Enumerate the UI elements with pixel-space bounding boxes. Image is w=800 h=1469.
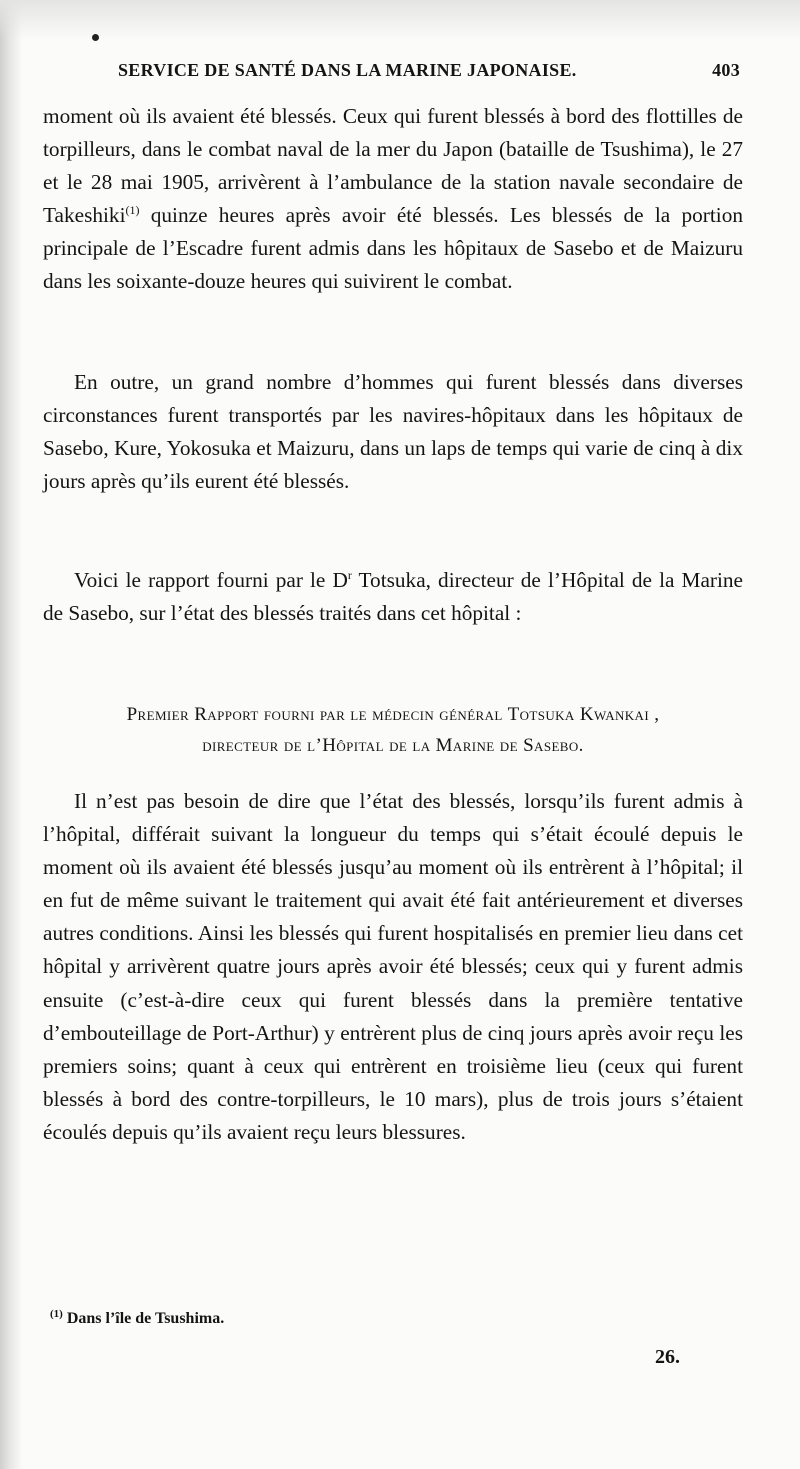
paragraph-3 bbox=[43, 564, 743, 630]
paragraph-3-text-b: Totsuka, directeur de l’Hôpital de la Marine de Sasebo, sur l’état des blessés traités dans cet hôpital : bbox=[43, 568, 744, 626]
page-number: 403 bbox=[712, 60, 740, 80]
footnote-text: Dans l’île de Tsushima. bbox=[66, 1310, 225, 1327]
signature-mark: 26. bbox=[655, 1346, 680, 1368]
footnote-reference: (1) bbox=[125, 203, 140, 218]
report-title bbox=[43, 699, 743, 761]
page-top-shadow bbox=[0, 0, 800, 40]
paragraph-3-text-a: Voici le rapport fourni par le D bbox=[74, 568, 348, 592]
footnote-marker: (1) bbox=[50, 1308, 63, 1320]
paragraph-2: En outre, un grand nombre d’hommes qui furent blessés dans diverses circonstances furent transportés par les navires-hôpitaux dans les hôpitaux de Sasebo, Kure, Yokosuka et Maizuru, dans un laps de temps qui varie de cinq à dix jours après qu’ils eurent été blessés. bbox=[43, 370, 743, 494]
report-title-line-2: directeur de l’Hôpital de la Marine de Sasebo. bbox=[202, 735, 584, 756]
running-head bbox=[118, 60, 740, 81]
ink-speck bbox=[92, 34, 99, 41]
paragraph-1-text-a: moment où ils avaient été blessés. Ceux qui furent blessés à bord des flottilles de torpilleurs, dans le combat naval de la mer du Japon (bataille de Tsushima), le 27 et le 28 mai 1905, arrivèrent à l’ambulance de la station navale secondaire de Takeshiki bbox=[43, 104, 743, 228]
page-edge-shadow bbox=[0, 0, 22, 1469]
footnote bbox=[50, 1310, 224, 1328]
running-title: SERVICE DE SANTÉ DANS LA MARINE JAPONAISE. bbox=[118, 60, 577, 80]
report-title-line-1: Premier Rapport fourni par le médecin général Totsuka Kwankai , bbox=[126, 704, 660, 725]
paragraph-1-text-b: quinze heures après avoir été blessés. Les blessés de la portion principale de l’Escadre furent admis dans les hôpitaux de Sasebo et de Maizuru dans les soixante-douze heures qui suivirent le combat. bbox=[43, 203, 743, 294]
title-abbrev-sup: r bbox=[347, 568, 352, 582]
paragraph-4: Il n’est pas besoin de dire que l’état des blessés, lorsqu’ils furent admis à l’hôpital, différait suivant la longueur du temps qui s’était écoulé depuis le moment où ils avaient été blessés jusqu’au moment où ils entrèrent à l’hôpital; il en fut de même suivant le traitement qui avait été fait antérieurement et diverses autres conditions. Ainsi les blessés qui furent hospitalisés en premier lieu dans cet hôpital y arrivèrent quatre jours après avoir été blessés; ceux qui y furent admis ensuite (c’est-à-dire ceux qui furent blessés dans la première tentative d’embouteillage de Port-Arthur) y entrèrent plus de cinq jours après avoir reçu les premiers soins; quant à ceux qui entrèrent en troisième lieu (ceux qui furent blessés à bord des contre-torpilleurs, le 10 mars), plus de trois jours s’étaient écoulés depuis qu’ils avaient reçu leurs blessures. bbox=[43, 789, 743, 1144]
paragraph-1 bbox=[43, 100, 743, 299]
